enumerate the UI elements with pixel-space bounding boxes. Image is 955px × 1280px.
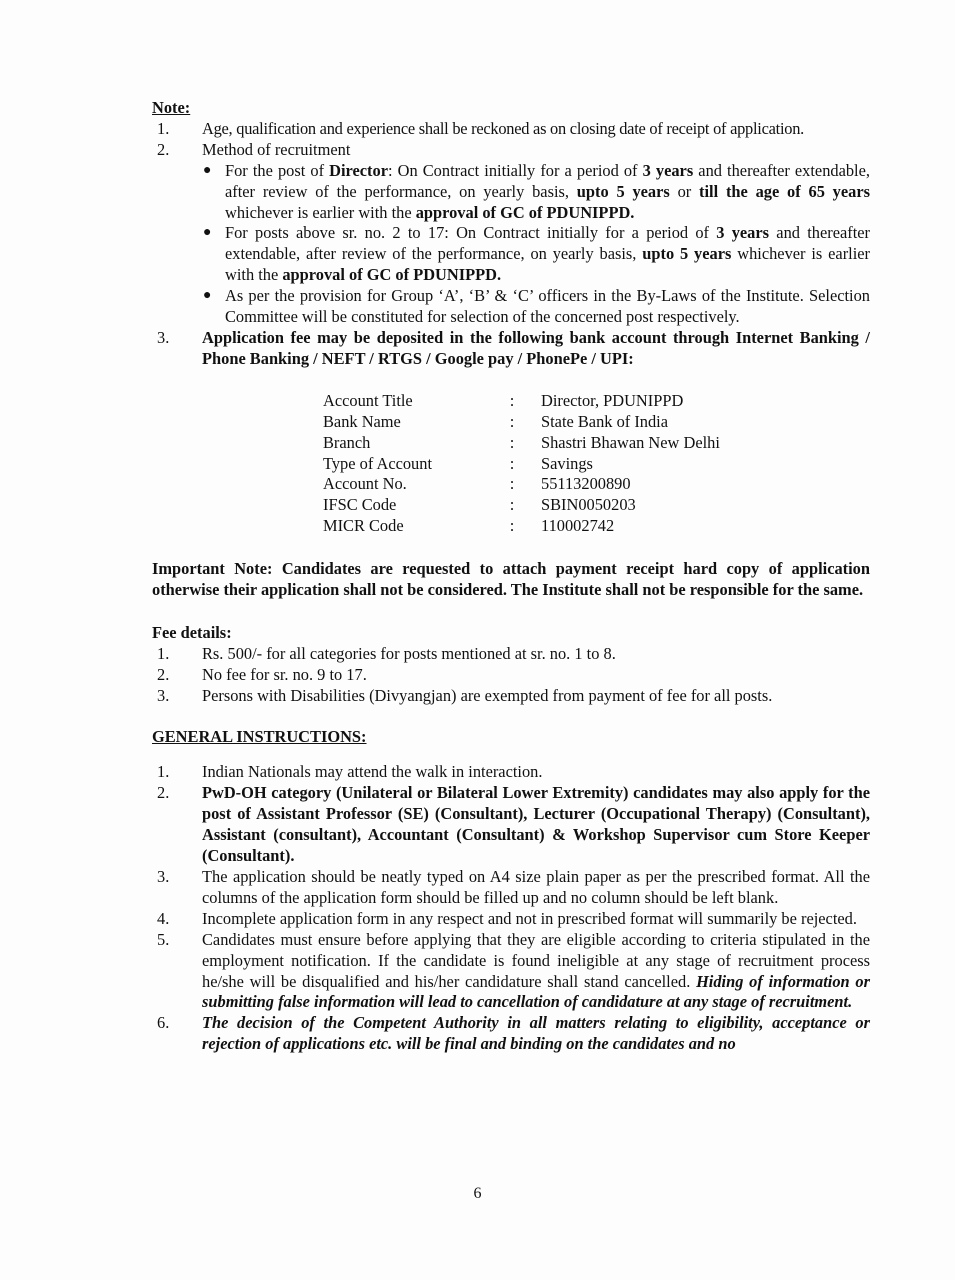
general-item-number: 3. (157, 867, 170, 886)
general-item-text: Indian Nationals may attend the walk in interaction. (202, 762, 543, 782)
recruitment-bullet-posts (202, 223, 870, 286)
note-heading: Note: (152, 98, 191, 117)
general-item-6 (152, 1013, 870, 1055)
note-item-2-text: Method of recruitment (202, 139, 351, 159)
general-item-number: 2. (157, 783, 170, 803)
bank-row-account-number (323, 474, 720, 495)
bullet-director-text: For the post of Director: On Contract initially for a period of 3 years and thereafter extendable, after review of the performance, on yearly basis, upto 5 years or till the age of 65 years whichever is earlier with the approval of GC of PDUNIPPD. (225, 160, 870, 222)
bank-value: 55113200890 (541, 474, 631, 494)
bank-label: Account Title (323, 390, 413, 410)
note-item-1-text: Age, qualification and experience shall be reckoned as on closing date of receipt of application. (202, 118, 804, 138)
general-item-text: The application should be neatly typed on A4 size plain paper as per the prescribed format. All the columns of the application form should be filled up and no column should be left blank. (202, 867, 870, 907)
bullet-icon: ● (203, 225, 212, 241)
bank-label: Bank Name (323, 411, 401, 431)
bullet-icon: ● (203, 288, 212, 304)
general-item-text: Candidates must ensure before applying that they are eligible according to criteria stipulated in the employment notification. If the candidate is found ineligible at any stage of recruitment process he/she will be disqualified and his/her candidature shall stand cancelled. Hiding of information or submitting false information will lead to cancellation of candidature at any stage of recruitment. (202, 929, 870, 1012)
bank-label: Branch (323, 432, 371, 452)
fee-item-text: Rs. 500/- for all categories for posts mentioned at sr. no. 1 to 8. (202, 643, 616, 663)
bank-row-account-title (323, 391, 720, 412)
general-item-5-emphasis: Hiding of information or submitting false information will lead to cancellation of candidature at any stage of recruitment. (202, 971, 870, 1012)
general-item-5 (152, 930, 870, 1014)
bank-separator: : (509, 474, 515, 494)
bullet-bylaws-text: As per the provision for Group ‘A’, ‘B’ & ‘C’ officers in the By-Laws of the Institute. Selection Committee will be constituted for selection of the concerned post respectively. (225, 286, 870, 327)
general-item-text: Incomplete application form in any respect and not in prescribed format will summarily be rejected. (202, 908, 857, 928)
page-number: 6 (473, 1185, 482, 1202)
bank-label: Account No. (323, 474, 407, 494)
general-item-text: PwD-OH category (Unilateral or Bilateral Lower Extremity) candidates may also apply for the post of Assistant Professor (SE) (Consultant), Lecturer (Occupational Therapy) (Consultant), Assistant (consultant), Accountant (Consultant) & Workshop Supervisor cum Store Keeper (Consultant). (202, 783, 870, 866)
note-item-3-number: 3. (157, 327, 170, 347)
fee-item (152, 644, 870, 665)
fee-item (152, 665, 870, 686)
bank-row-micr (323, 516, 720, 537)
fee-item-number: 3. (157, 685, 170, 705)
page-content (152, 98, 870, 1055)
note-item-2-number: 2. (157, 139, 170, 159)
bank-row-account-type (323, 454, 720, 475)
fee-details-heading: Fee details: (152, 622, 232, 642)
general-item-number: 6. (157, 1013, 170, 1033)
general-item-3 (152, 867, 870, 909)
fee-item-text: No fee for sr. no. 9 to 17. (202, 664, 367, 684)
bank-row-bank-name (323, 412, 720, 433)
bank-value: Savings (541, 453, 593, 473)
note-item-2 (152, 140, 870, 161)
general-item-4 (152, 909, 870, 930)
bank-label: Type of Account (323, 453, 433, 473)
bank-value: Shastri Bhawan New Delhi (541, 432, 720, 452)
recruitment-bullet-bylaws (202, 286, 870, 328)
note-item-3 (152, 328, 870, 370)
bank-value: Director, PDUNIPPD (541, 390, 684, 410)
note-item-3-text: Application fee may be deposited in the following bank account through Internet Banking / Phone Banking / NEFT / RTGS / Google pay / PhonePe / UPI: (202, 327, 870, 368)
general-item-number: 1. (157, 762, 170, 782)
bank-account-table (323, 391, 720, 537)
general-item-number: 5. (157, 929, 170, 949)
fee-item-number: 1. (157, 643, 170, 663)
note-item-1-number: 1. (157, 118, 170, 138)
fee-item (152, 686, 870, 707)
bullet-posts-text: For posts above sr. no. 2 to 17: On Contract initially for a period of 3 years and thereafter extendable, after review of the performance, on yearly basis, upto 5 years whichever is earlier with the approval of GC of PDUNIPPD. (225, 223, 870, 285)
bank-separator: : (509, 516, 515, 536)
bank-row-ifsc (323, 495, 720, 516)
fee-item-text: Persons with Disabilities (Divyangjan) are exempted from payment of fee for all posts. (202, 685, 773, 705)
bank-value: SBIN0050203 (541, 495, 636, 515)
bank-row-branch (323, 433, 720, 454)
recruitment-bullet-director (202, 161, 870, 224)
bank-value: State Bank of India (541, 411, 668, 431)
general-item-text: The decision of the Competent Authority in all matters relating to eligibility, acceptance or rejection of applications etc. will be final and binding on the candidates and no (202, 1013, 870, 1054)
general-item-2 (152, 783, 870, 867)
bank-separator: : (509, 432, 515, 452)
general-item-1 (152, 762, 870, 783)
bank-separator: : (509, 495, 515, 515)
bank-separator: : (509, 453, 515, 473)
bank-separator: : (509, 411, 515, 431)
general-instructions-heading: GENERAL INSTRUCTIONS: (152, 726, 367, 746)
important-note: Important Note: Candidates are requested to attach payment receipt hard copy of application otherwise their application shall not be considered. The Institute shall not be responsible for the same. (152, 559, 870, 600)
note-item-1 (152, 119, 870, 140)
bank-label: MICR Code (323, 516, 404, 536)
bank-value: 110002742 (541, 516, 615, 536)
general-item-number: 4. (157, 908, 170, 928)
bank-separator: : (509, 390, 515, 410)
bank-label: IFSC Code (323, 495, 397, 515)
bullet-icon: ● (203, 162, 212, 178)
fee-item-number: 2. (157, 664, 170, 684)
